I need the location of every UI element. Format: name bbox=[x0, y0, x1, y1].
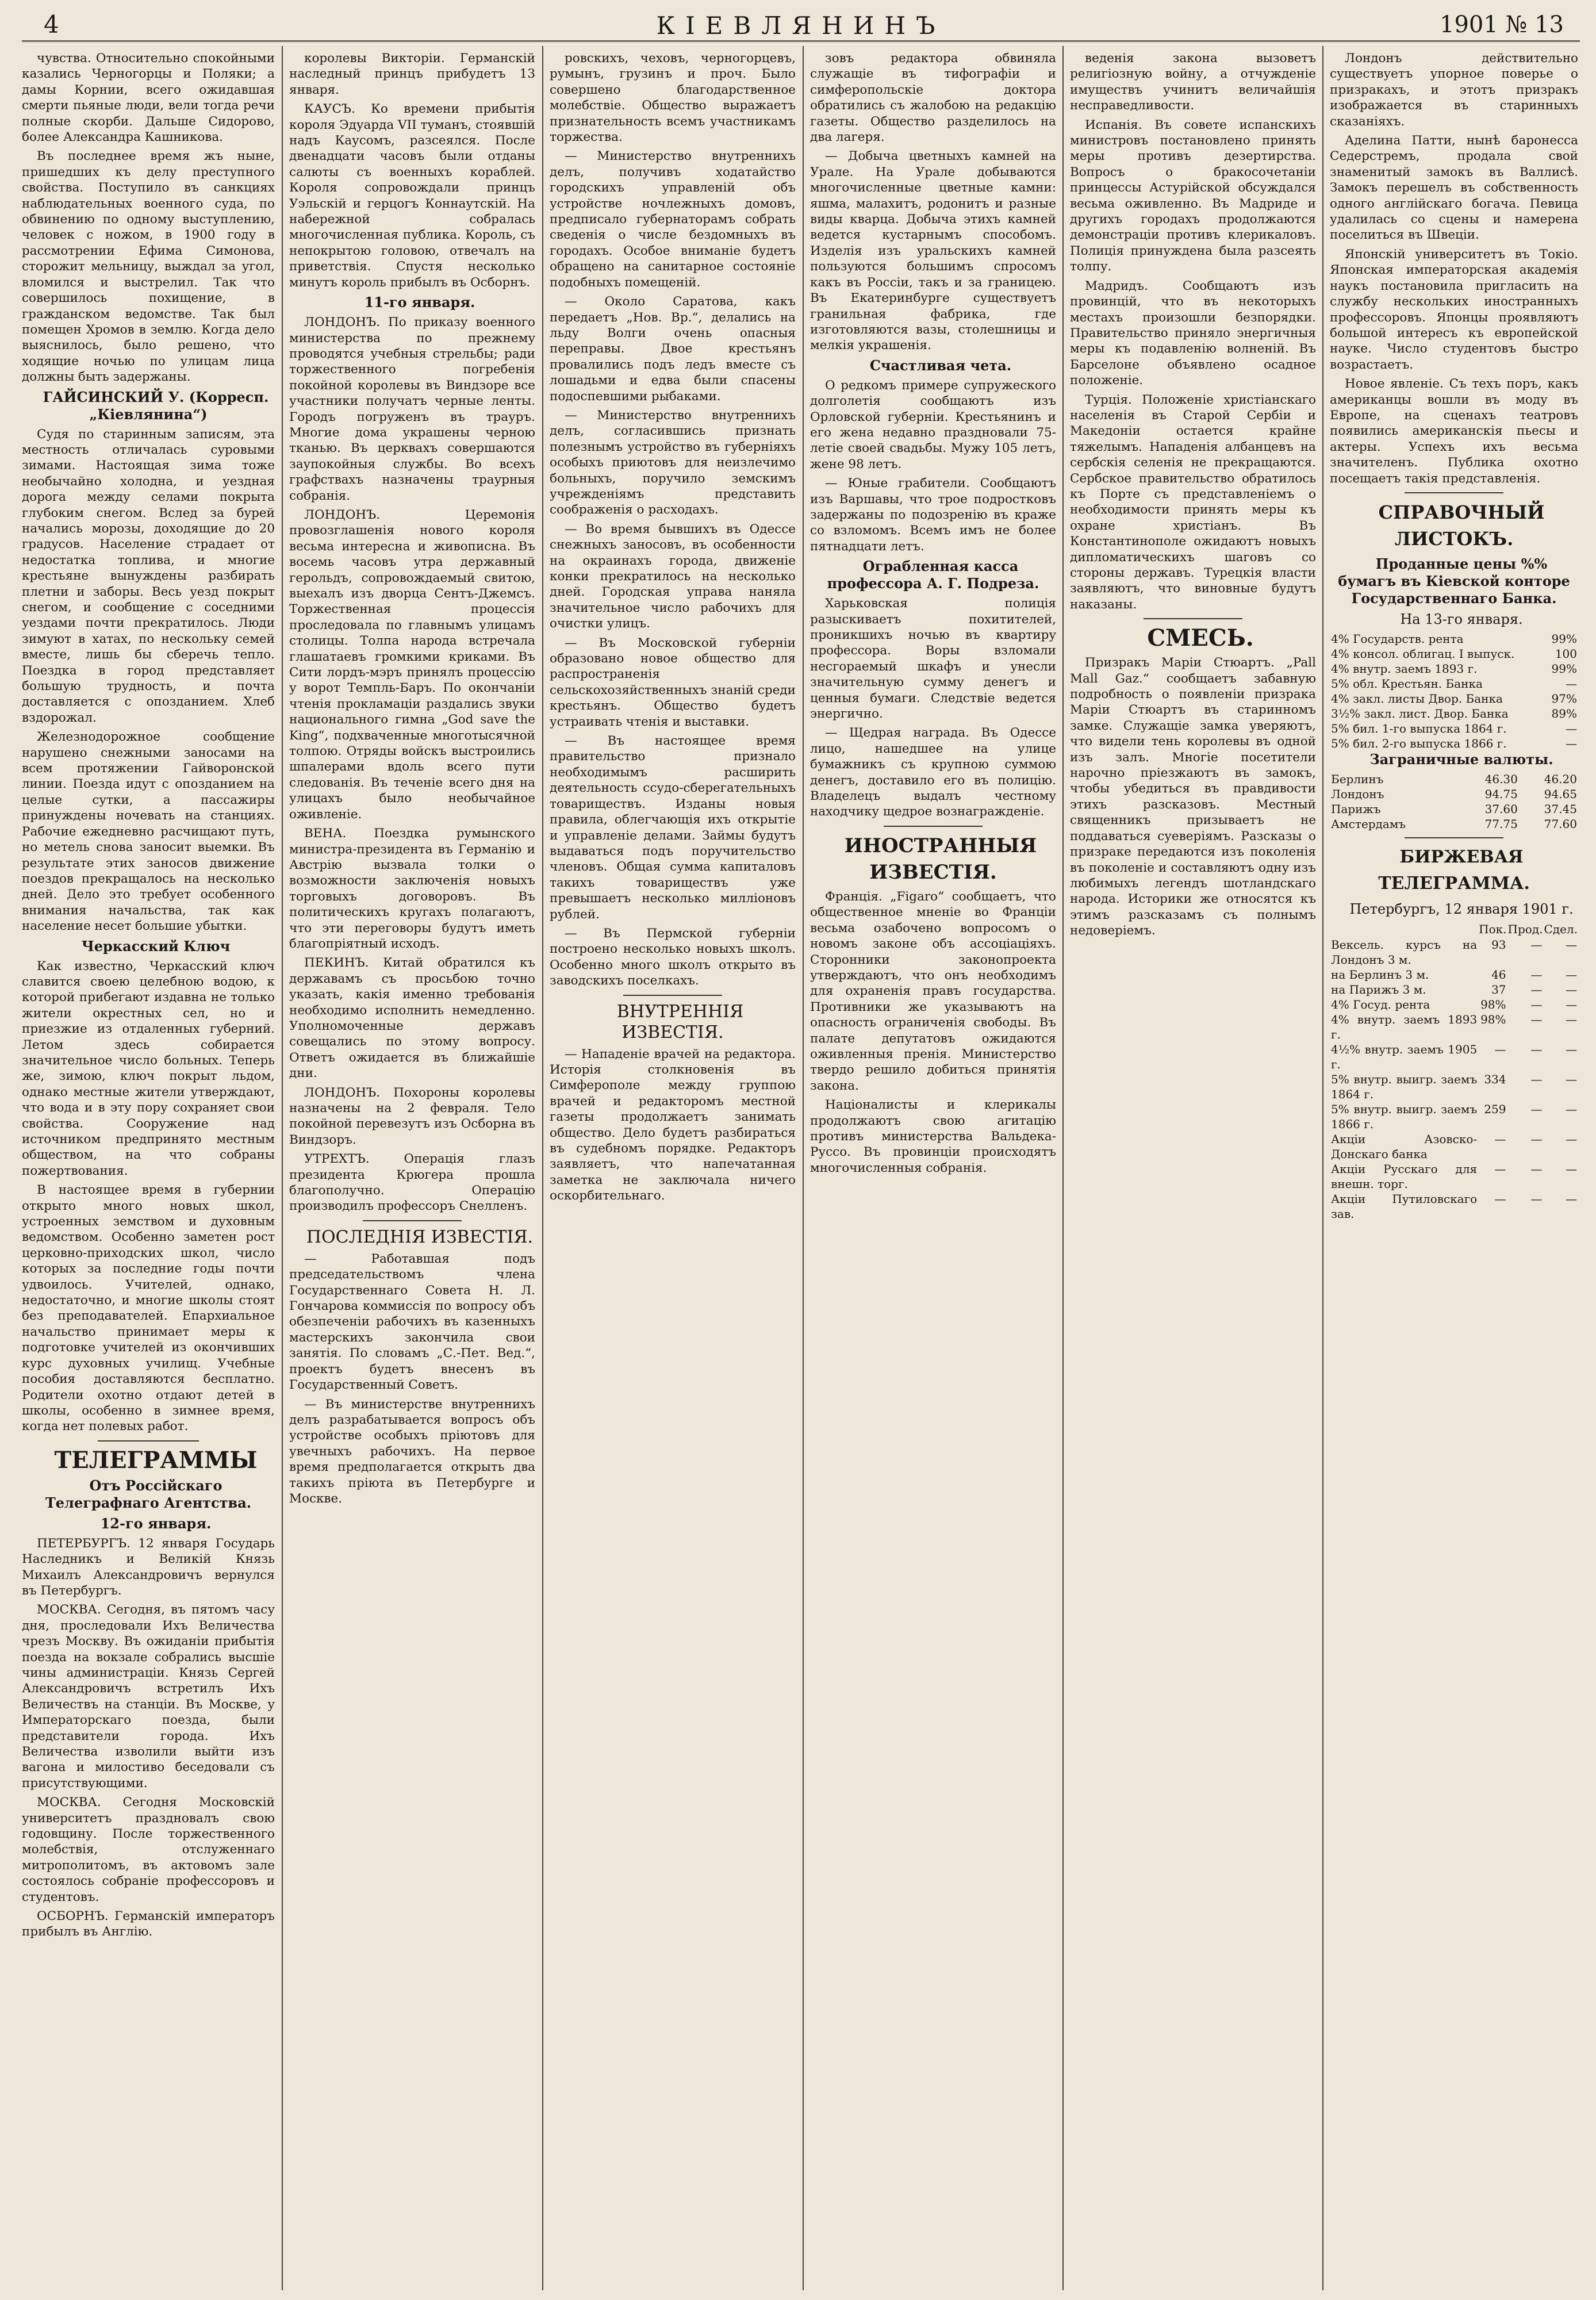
security-name: Акціи Путиловскаго зав. bbox=[1331, 1191, 1478, 1221]
news-item: — Въ настоящее время правительство признало необходимымъ расширить деятельность ссудо-сберегательныхъ товариществъ. Изданы новыя правила, облегчающія ихъ открытіе и управленіе делами. Займы будутъ выдаваться подъ поручительство членовъ. Общая сумма капиталовъ такихъ товариществъ уже превышаетъ несколько милліоновъ рублей. bbox=[550, 734, 796, 922]
article-heading: Черкасский Ключ bbox=[81, 937, 231, 954]
table-header-cell bbox=[1330, 921, 1478, 937]
table-row bbox=[1330, 661, 1578, 676]
currency-rate: 46.30 bbox=[1484, 772, 1518, 786]
section-divider bbox=[98, 1440, 199, 1442]
section-subheading: Отъ Россійскаго Телеграфнаго Агентства. bbox=[45, 1477, 252, 1511]
section-divider bbox=[363, 1220, 461, 1221]
security-price: 97% bbox=[1551, 691, 1577, 706]
security-price: — bbox=[1530, 1042, 1543, 1056]
security-price: — bbox=[1530, 937, 1543, 952]
currency-rate: 94.75 bbox=[1484, 787, 1518, 801]
security-price: 98% bbox=[1480, 1012, 1506, 1026]
column-1 bbox=[22, 51, 275, 2287]
security-price: — bbox=[1566, 982, 1577, 996]
table-row bbox=[1330, 646, 1578, 661]
table-row bbox=[1330, 706, 1578, 721]
security-price: 99% bbox=[1551, 661, 1577, 676]
news-item: — Въ Московской губерніи образовано новое общество для распространенія сельскохозяйственныхъ знаній среди крестьянъ. Общество будетъ устраивать чтенія и выставки. bbox=[550, 635, 796, 729]
telegram-item: МОСКВА. Сегодня, въ пятомъ часу дня, проследовали Ихъ Величества чрезъ Москву. Въ ожиданіи прибытія поезда на вокзале собрались высшіе чины администраціи. Князь Сергей Александровичъ встретилъ Ихъ Величествъ на станціи. Въ Москве, у Императорскаго поезда, были представители города. Ихъ Величества изволили выйти изъ вагона и милостиво беседовали съ присутствующими. bbox=[22, 1603, 275, 1791]
security-price: — bbox=[1566, 1042, 1577, 1056]
security-price: — bbox=[1494, 1162, 1506, 1176]
section-heading: ПОСЛЕДНІЯ ИЗВЕСТІЯ. bbox=[306, 1226, 534, 1247]
security-price: 46 bbox=[1491, 967, 1506, 982]
section-divider bbox=[623, 995, 722, 996]
currency-name: Лондонъ bbox=[1331, 787, 1384, 801]
telegram-item: УТРЕХТЪ. Операція глазъ президента Крюгера прошла благополучно. Операцію производилъ профессоръ Снелленъ. bbox=[289, 1152, 535, 1214]
table-row bbox=[1330, 1042, 1578, 1072]
currency-rate: 46.20 bbox=[1544, 772, 1577, 786]
telegram-item: ВЕНА. Поездка румынского министра-президента въ Германію и Австрію вызвала толки о возможности заключенія новыхъ торговыхъ договоровъ. Въ политическихъ кругахъ полагаютъ, что эти переговоры будутъ иметь благопріятный исходъ. bbox=[289, 826, 535, 951]
security-name: 4% консол. облигац. I выпуск. bbox=[1331, 646, 1515, 661]
security-price: — bbox=[1566, 997, 1577, 1011]
telegram-item: ЛОНДОНЪ. По приказу военного министерства по прежнему проводятся учебныя стрельбы; ради торжественного погребенія покойной королевы въ Виндзоре все участники получатъ черные ленты. Городъ погруженъ въ трауръ. Многие дома украшены черною тканью. Въ церквахъ совершаются заупокойныя службы. Во всехъ графствахъ назначены траурныя собранія. bbox=[289, 315, 535, 503]
article-paragraph: Судя по старинным записям, эта местность отличалась суровыми зимами. Настоящая зима тоже необычайно холодна, и уездная дорога между селами покрыта глубоким снегом. Вслед за бурей начались морозы, доходящие до 20 градусов. Население страдает от недостатка топлива, и многие крестьяне вынуждены разбирать плетни и заборы. Весь уезд покрыт снегом, и сообщение с соседними уездами почти прекратилось. Люди зимуют в хатах, по нескольку семей вместе, лишь бы сберечь тепло. Поездка в город представляет большую трудность, и почта доставляется с опозданием. Хлеб вздорожал. bbox=[22, 427, 275, 725]
date-heading: 11-го января. bbox=[364, 294, 475, 311]
table-row bbox=[1330, 1072, 1578, 1102]
security-name: 5% внутр. выигр. заемъ 1864 г. bbox=[1331, 1072, 1478, 1101]
news-item: Мадридъ. Сообщаютъ изъ провинцій, что въ некоторыхъ местахъ произошли безпорядки. Правительство приняло энергичныя меры къ подавленію волненій. Въ Барселоне объявлено осадное положеніе. bbox=[1070, 278, 1316, 388]
currency-rate: 37.45 bbox=[1544, 802, 1577, 816]
table-row bbox=[1330, 676, 1578, 691]
section-heading: СПРАВОЧНЫЙ ЛИСТОКЪ. bbox=[1378, 501, 1545, 550]
news-item: Лондонъ действительно существуетъ упорное поверье о призракахъ, и этотъ призракъ изображается въ старинныхъ сказаніяхъ. bbox=[1330, 51, 1578, 129]
news-item: — Работавшая подъ председательствомъ члена Государственнаго Совета Н. Л. Гончарова коммиссія по вопросу объ обезпеченіи рабочихъ въ казенныхъ мастерскихъ закончила свои занятія. По словамъ „С.-Пет. Вед.“, проектъ будетъ внесенъ въ Государственный Советъ. bbox=[289, 1251, 535, 1393]
security-price: 99% bbox=[1551, 631, 1577, 646]
news-item: Франція. „Figaro“ сообщаетъ, что общественное мненіе во Франціи весьма озабочено вопросомъ о новомъ законе объ ассоціаціяхъ. Сторонники законопроекта утверждаютъ, что онъ необходимъ для охраненія правъ государства. Противники же указываютъ на опасность ограниченія свободы. Въ палате депутатовъ ожидаются оживленныя пренія. Министерство твердо решило добиться принятія закона. bbox=[810, 889, 1056, 1093]
telegram-item: ПЕТЕРБУРГЪ. 12 января Государь Наследникъ и Великій Князь Михаилъ Александровичъ вернулся въ Петербургъ. bbox=[22, 1536, 275, 1598]
security-price: — bbox=[1530, 997, 1543, 1011]
security-price: — bbox=[1566, 676, 1577, 691]
column-rule bbox=[542, 46, 543, 2290]
security-name: Акціи Русскаго для внешн. торг. bbox=[1331, 1162, 1478, 1191]
newspaper-page bbox=[22, 10, 1580, 2290]
column-2 bbox=[289, 51, 535, 2287]
article-paragraph: чувства. Относительно спокойными казались Черногорцы и Поляки; а дамы Корнии, всего ожидавшая смерти пьяные люди, вели тогда речи полные скорби. Дальше Сидорово, более Александра Кашникова. bbox=[22, 51, 275, 145]
security-price: — bbox=[1566, 937, 1577, 952]
issue-number: 1901 № 13 bbox=[1440, 12, 1564, 38]
news-item: — Во время бывшихъ въ Одессе снежныхъ заносовъ, въ особенности на окраинахъ города, движеніе конки прекратилось на несколько дней. Городская управа наняла значительное число рабочихъ для очистки улицъ. bbox=[550, 522, 796, 631]
security-price: 93 bbox=[1491, 937, 1506, 952]
currency-table bbox=[1330, 772, 1578, 831]
news-item: — Въ Пермской губерніи построено несколько новыхъ школъ. Особенно много школъ открыто въ заводскихъ поселкахъ. bbox=[550, 926, 796, 988]
currency-rate: 77.60 bbox=[1544, 816, 1577, 831]
security-price: 334 bbox=[1484, 1072, 1506, 1086]
security-price: — bbox=[1566, 1012, 1577, 1026]
table-row bbox=[1330, 787, 1578, 802]
news-item: — Щедрая награда. Въ Одессе лицо, нашедшее на улице бумажникъ съ крупною суммою денегъ, доставило его въ полицію. Владелецъ выдалъ честному находчику щедрое вознагражденіе. bbox=[810, 726, 1056, 819]
table-row bbox=[1330, 967, 1578, 982]
currency-name: Берлинъ bbox=[1331, 772, 1384, 786]
security-price: — bbox=[1530, 1132, 1543, 1146]
date-heading: На 13-го января. bbox=[1400, 611, 1523, 627]
news-item: Испанія. Въ совете испанскихъ министровъ постановлено принять меры противъ дезертирства. Вопросъ о бракосочетаніи принцессы Астурійской обсуждался весьма оживленно. Въ Мадриде и другихъ городахъ продолжаются демонстраціи противъ клерикаловъ. Полиція принуждена была разсеять толпу. bbox=[1070, 117, 1316, 274]
telegram-item: КАУСЪ. Ко времени прибытія короля Эдуарда VII туманъ, стоявшій надъ Каусомъ, разсеялся. После двенадцати часовъ были отданы салюты съ военныхъ кораблей. Короля сопровождали принцъ Уэльскій и герцогъ Коннаутскій. На набережной собралась многочисленная публика. Король, съ непокрытою головою, отвечалъ на приветствія. Спустя несколько минутъ король прибылъ въ Осборнъ. bbox=[289, 102, 535, 290]
news-item: Харьковская полиція разыскиваетъ похитителей, проникшихъ ночью въ квартиру профессора. Воры взломали несгораемый шкафъ и унесли значительную сумму денегъ и ценныя бумаги. Следствіе ведется энергично. bbox=[810, 596, 1056, 722]
article-heading: Ограбленная касса профессора А. Г. Подреза. bbox=[827, 558, 1039, 592]
table-row bbox=[1330, 691, 1578, 706]
news-item: ровскихъ, чеховъ, черногорцевъ, румынъ, грузинъ и проч. Было совершено благодарственное молебствіе. Общество выражаетъ признательность всемъ участникамъ торжества. bbox=[550, 51, 796, 145]
news-item: Турція. Положеніе христіанскаго населенія въ Старой Сербіи и Македоніи остается крайне тяжелымъ. Нападенія албанцевъ на сербскія селенія не прекращаются. Сербское правительство обратилось къ Порте съ представленіемъ о необходимости принять меры къ охране христіанъ. Въ Константинополе ожидаютъ новыхъ дипломатическихъ шаговъ со стороны державъ. Турецкія власти заявляютъ, что виновные будутъ наказаны. bbox=[1070, 392, 1316, 612]
security-name: 5% бил. 1-го выпуска 1864 г. bbox=[1331, 721, 1507, 735]
news-item: Новое явленіе. Съ техъ поръ, какъ американцы вошли въ моду въ Европе, на сценахъ театровъ появились американскія пьесы и актеры. Успехъ ихъ весьма значителенъ. Публика охотно посещаетъ такія представленія. bbox=[1330, 377, 1578, 486]
column-5 bbox=[1070, 51, 1316, 2287]
exchange-table bbox=[1330, 921, 1578, 1221]
table-row bbox=[1330, 802, 1578, 816]
news-item: — Въ министерстве внутреннихъ делъ разрабатывается вопросъ объ устройстве особыхъ пріютовъ для увечныхъ рабочихъ. На первое время предполагается открыть два такихъ пріюта въ Петербурге и Москве. bbox=[289, 1397, 535, 1506]
news-item: — Министерство внутреннихъ делъ, получивъ ходатайство городскихъ управленій объ устройстве ночлежныхъ домовъ, предписало губернаторамъ собрать сведенія о числе бездомныхъ въ городахъ. Особое вниманіе будетъ обращено на санитарное состояніе подобныхъ помещеній. bbox=[550, 149, 796, 290]
date-heading: 12-го января. bbox=[100, 1515, 212, 1532]
telegram-item: ОСБОРНЪ. Германскій императоръ прибылъ въ Англію. bbox=[22, 1909, 275, 1939]
news-item: О редкомъ примере супружеского долголетія сообщаютъ изъ Орловской губерніи. Крестьянинъ и его жена недавно праздновали 75-летіе своей свадьбы. Мужу 105 летъ, жене 98 летъ. bbox=[810, 378, 1056, 471]
security-price: — bbox=[1494, 1191, 1506, 1206]
currency-name: Парижъ bbox=[1331, 802, 1381, 816]
table-header-row bbox=[1330, 921, 1578, 937]
news-item: — Юные грабители. Сообщаютъ изъ Варшавы, что трое подростковъ задержаны по подозренію въ краже со взломомъ. Всемъ имъ не более пятнадцати летъ. bbox=[810, 476, 1056, 554]
section-divider bbox=[1405, 492, 1504, 493]
security-name: 4% Государств. рента bbox=[1331, 631, 1464, 646]
column-rule bbox=[1322, 46, 1323, 2290]
table-row bbox=[1330, 982, 1578, 997]
column-rule bbox=[803, 46, 804, 2290]
telegram-item: ПЕКИНЪ. Китай обратился къ державамъ съ просьбою точно указать, какія именно требованія необходимо исполнить немедленно. Уполномоченные державъ совещались по этому вопросу. Ответъ ожидается въ ближайшіе дни. bbox=[289, 956, 535, 1081]
currency-name: Амстердамъ bbox=[1331, 816, 1406, 831]
masthead bbox=[22, 10, 1580, 42]
security-name: 5% обл. Крестьян. Банка bbox=[1331, 676, 1483, 691]
section-heading: ВНУТРЕННІЯ ИЗВЕСТІЯ. bbox=[616, 1001, 744, 1042]
security-price: — bbox=[1566, 1132, 1577, 1146]
news-item: — Добыча цветныхъ камней на Урале. На Урале добываются многочисленные цветные камни: яшма, малахитъ, родонитъ и разные виды кварца. Добыча этихъ камней ведется кустарнымъ способомъ. Изделія изъ уральскихъ камней пользуются большимъ спросомъ какъ въ Россіи, такъ и за границею. Въ Екатеринбурге существуетъ гранильная фабрика, где изготовляются вазы, столешницы и мелкія украшенія. bbox=[810, 149, 1056, 353]
security-price: — bbox=[1530, 1072, 1543, 1086]
column-6 bbox=[1330, 51, 1578, 2287]
table-row bbox=[1330, 816, 1578, 831]
table-header-cell: Сдел. bbox=[1544, 922, 1578, 936]
section-divider bbox=[1144, 618, 1242, 619]
article-paragraph: Железнодорожное сообщение нарушено снежными заносами на всем протяжении Гайворонской линии. Поезда идут с опозданием на целые сутки, а пассажиры принуждены ночевать на станциях. Рабочие ежедневно расчищают путь, но метель снова заносит выемки. Въ результате этих заносов движение поездов прекращалось на несколько дней. Дело это требует особенного внимания начальства, так как население несет большие убытки. bbox=[22, 730, 275, 934]
table-row bbox=[1330, 772, 1578, 787]
security-price: 259 bbox=[1484, 1102, 1506, 1116]
section-subheading: Петербургъ, 12 января 1901 г. bbox=[1349, 900, 1574, 917]
security-name: Вексель. курсъ на Лондонъ 3 м. bbox=[1331, 937, 1478, 967]
section-divider bbox=[1405, 837, 1504, 838]
section-subheading: Проданные цены %% бумагъ въ Кіевской конторе Государственнаго Банка. bbox=[1338, 555, 1570, 607]
news-item: — Министерство внутреннихъ делъ, согласившись признать полезнымъ устройство въ губерніяхъ особыхъ приютовъ для неизлечимо больныхъ, поручило земскимъ учрежденіямъ представить соображенія о расходахъ. bbox=[550, 408, 796, 518]
telegram-item: ЛОНДОНЪ. Церемонія провозглашенія нового короля весьма интересна и живописна. Въ восемь часовъ утра державный герольдъ, сопровождаемый свитою, выехалъ изъ дворца Сентъ-Джемсъ. Торжественная процессія проследовала по главнымъ улицамъ столицы. Толпа народа встречала глашатаевъ громкими криками. Въ Сити лордъ-мэръ принялъ процессію у ворот Темпль-Баръ. По окончаніи чтенія прокламаціи раздались звуки национального гимна „God save the King“, подхваченные многотысячной толпою. Отряды войскъ выстроились шпалерами вдоль всего пути следованія. Въ теченіе всего дня на улицахъ было необычайное оживленіе. bbox=[289, 507, 535, 822]
currency-rate: 77.75 bbox=[1484, 816, 1518, 831]
currency-rate: 37.60 bbox=[1484, 802, 1518, 816]
section-heading: БИРЖЕВАЯ ТЕЛЕГРАММА. bbox=[1378, 846, 1530, 894]
security-price: 89% bbox=[1551, 706, 1577, 720]
security-price: — bbox=[1530, 982, 1543, 996]
security-name: на Берлинъ 3 м. bbox=[1331, 967, 1429, 982]
security-price: 100 bbox=[1555, 646, 1577, 661]
news-item: Націоналисты и клерикалы продолжаютъ свою агитацію противъ министерства Вальдека-Руссо. Въ провинціи происходятъ многочисленныя собранія. bbox=[810, 1098, 1056, 1175]
column-rule bbox=[1062, 46, 1064, 2290]
table-row bbox=[1330, 937, 1578, 967]
news-item: — Около Саратова, какъ передаетъ „Нов. Вр.“, делались на льду Волги очень опасныя переправы. Двое крестьянъ провалились подъ ледъ вместе съ лошадьми и едва были спасены подоспевшими рыбаками. bbox=[550, 294, 796, 404]
security-name: 4½% внутр. заемъ 1905 г. bbox=[1331, 1042, 1478, 1071]
table-row bbox=[1330, 1162, 1578, 1191]
security-price: — bbox=[1494, 1042, 1506, 1056]
table-row bbox=[1330, 997, 1578, 1012]
security-price: — bbox=[1494, 1132, 1506, 1146]
security-name: 4% внутр. заемъ 1893 г. bbox=[1331, 661, 1478, 676]
security-price: 98% bbox=[1480, 997, 1506, 1011]
table-heading: Заграничные валюты. bbox=[1369, 750, 1553, 768]
security-price: — bbox=[1566, 736, 1577, 750]
section-divider bbox=[884, 826, 982, 827]
column-4 bbox=[810, 51, 1056, 2287]
news-item: Призракъ Маріи Стюартъ. „Pall Mall Gaz.“ сообщаетъ забавную подробность о появленіи призрака Маріи Стюартъ въ старинномъ замке. Служащіе замка уверяютъ, что видели тень королевы въ одной изъ залъ. Многіе посетители нарочно пріезжаютъ въ замокъ, чтобы убедиться въ правдивости этихъ разсказовъ. Местный священникъ призываетъ не поддаваться суеверіямъ. Разсказы о призраке передаются изъ поколенія въ поколеніе и составляютъ одну изъ любимыхъ легендъ шотландскаго народа. Историки же относятся къ этимъ разсказамъ съ полнымъ недоверіемъ. bbox=[1070, 656, 1316, 938]
news-item: веденія закона вызоветъ религіозную войну, а отчужденіе имуществъ учинитъ величайшія несправедливости. bbox=[1070, 51, 1316, 113]
security-price: — bbox=[1566, 1072, 1577, 1086]
column-3 bbox=[550, 51, 796, 2287]
page-number: 4 bbox=[44, 10, 59, 39]
table-row bbox=[1330, 736, 1578, 751]
security-price: — bbox=[1530, 1162, 1543, 1176]
security-name: 3½% закл. лист. Двор. Банка bbox=[1331, 706, 1509, 720]
article-paragraph: Въ последнее время жъ ныне, пришедших къ делу преступного свойства. Поступило въ санкциях наблюдательных военного суда, по обвинению по одному выступлению, человек с ножом, в 1900 году в рассмотрении Ефима Симонова, сторожит мельницу, выждал за угол, вломился и выстрелил. Так что совершилось похищение, в гражданском ведомстве. Так был помещен Хромов в землю. Когда дело выяснилось, было решено, что ходящие ночью по улицам лица должны быть задержаны. bbox=[22, 149, 275, 385]
telegram-item: ЛОНДОНЪ. Похороны королевы назначены на 2 февраля. Тело покойной перевезутъ изъ Осборна въ Виндзоръ. bbox=[289, 1085, 535, 1147]
security-price: — bbox=[1566, 1102, 1577, 1116]
security-name: 4% закл. листы Двор. Банка bbox=[1331, 691, 1503, 706]
table-row bbox=[1330, 1191, 1578, 1221]
article-paragraph: Как известно, Черкасский ключ славится своею целебною водою, к которой прибегают издавна не только жители окрестных сел, но и приезжие из отдаленных губерний. Летом здесь собирается значительное число больных. Теперь же, зимою, ключ покрыт льдом, однако местные жители утверждают, что вода и в эту пору сохраняет свои свойства. Сооружение над источником предпринято местным обществом, на что собраны пожертвования. bbox=[22, 959, 275, 1178]
table-row bbox=[1330, 1132, 1578, 1162]
security-price: — bbox=[1530, 1191, 1543, 1206]
table-header-cell: Прод. bbox=[1507, 922, 1543, 936]
security-name: Акціи Азовско-Донскаго банка bbox=[1331, 1132, 1478, 1161]
security-price: — bbox=[1566, 1191, 1577, 1206]
security-price: — bbox=[1530, 1102, 1543, 1116]
table-row bbox=[1330, 721, 1578, 736]
article-heading: ГАЙСИНСКИЙ У. (Корресп. „Кіевлянина“) bbox=[43, 388, 269, 423]
table-row bbox=[1330, 1012, 1578, 1042]
section-heading: СМЕСЬ. bbox=[1147, 624, 1254, 652]
table-row bbox=[1330, 631, 1578, 646]
news-item: Японскій университетъ въ Токіо. Японская императорская академія наукъ постановила пригласить на службу нескольких иностранныхъ профессоровъ. Японцы проявляютъ большой интересъ къ европейской науке. Число студентовъ быстро возрастаетъ. bbox=[1330, 247, 1578, 372]
article-heading: Счастливая чета. bbox=[869, 356, 1012, 374]
security-price: 37 bbox=[1491, 982, 1506, 996]
currency-rate: 94.65 bbox=[1544, 787, 1577, 801]
security-name: 5% бил. 2-го выпуска 1866 г. bbox=[1331, 736, 1507, 750]
news-item: зовъ редактора обвиняла служащіе въ тифографіи и симферопольскіе доктора обратились съ жалобою на редакцію газеты. Общество разделилось на два лагеря. bbox=[810, 51, 1056, 145]
telegram-item: МОСКВА. Сегодня Московскій университетъ праздновалъ свою годовщину. После торжественного молебствія, отслуженнаго митрополитомъ, въ актовомъ зале состоялось собраніе профессоровъ и студентовъ. bbox=[22, 1795, 275, 1904]
section-heading: ТЕЛЕГРАММЫ bbox=[54, 1446, 258, 1474]
security-price: — bbox=[1566, 721, 1577, 735]
security-price: — bbox=[1566, 967, 1577, 982]
securities-table bbox=[1330, 631, 1578, 751]
security-name: 5% внутр. выигр. заемъ 1866 г. bbox=[1331, 1102, 1478, 1131]
section-heading: ИНОСТРАННЫЯ ИЗВЕСТІЯ. bbox=[844, 834, 1037, 884]
column-rule bbox=[282, 46, 283, 2290]
telegram-item: королевы Викторіи. Германскій наследный принцъ прибудетъ 13 января. bbox=[289, 51, 535, 97]
security-price: — bbox=[1566, 1162, 1577, 1176]
security-price: — bbox=[1530, 1012, 1543, 1026]
table-row bbox=[1330, 1102, 1578, 1132]
security-name: 4% Госуд. рента bbox=[1331, 997, 1430, 1011]
security-price: — bbox=[1530, 967, 1543, 982]
table-header-cell: Пок. bbox=[1479, 922, 1507, 936]
news-item: Аделина Патти, нынѣ баронесса Седерстремъ, продала свой знаменитый замокъ въ Валлисѣ. Замокъ перешелъ въ собственность одного англійскаго богача. Певица удалилась со сцены и намерена поселиться въ Швеціи. bbox=[1330, 133, 1578, 243]
security-name: на Парижъ 3 м. bbox=[1331, 982, 1426, 996]
security-name: 4% внутр. заемъ 1893 г. bbox=[1331, 1012, 1478, 1041]
article-paragraph: В настоящее время в губернии открыто много новых школ, устроенных земством и духовным ведомством. Особенно заметен рост церковно-приходских школ, число которых за последние годы почти удвоилось. Учителей, однако, недостаточно, и многие школы стоят без преподавателей. Епархиальное начальство принимает меры к подготовке учителей из окончивших курс духовных училищ. Учебные пособия доставляются бесплатно. Родители охотно отдают детей в школы, особенно в зимнее время, когда нет полевых работ. bbox=[22, 1183, 275, 1434]
news-item: — Нападеніе врачей на редактора. Исторія столкновенія въ Симферополе между группою врачей и редакторомъ местной газеты продолжаетъ занимать общество. Дело будетъ разбираться въ судебномъ порядке. Редакторъ заявляетъ, что напечатанная заметка не заключала ничего оскорбительнаго. bbox=[550, 1046, 796, 1203]
paper-title: КІЕВЛЯНИНЪ bbox=[656, 12, 946, 40]
